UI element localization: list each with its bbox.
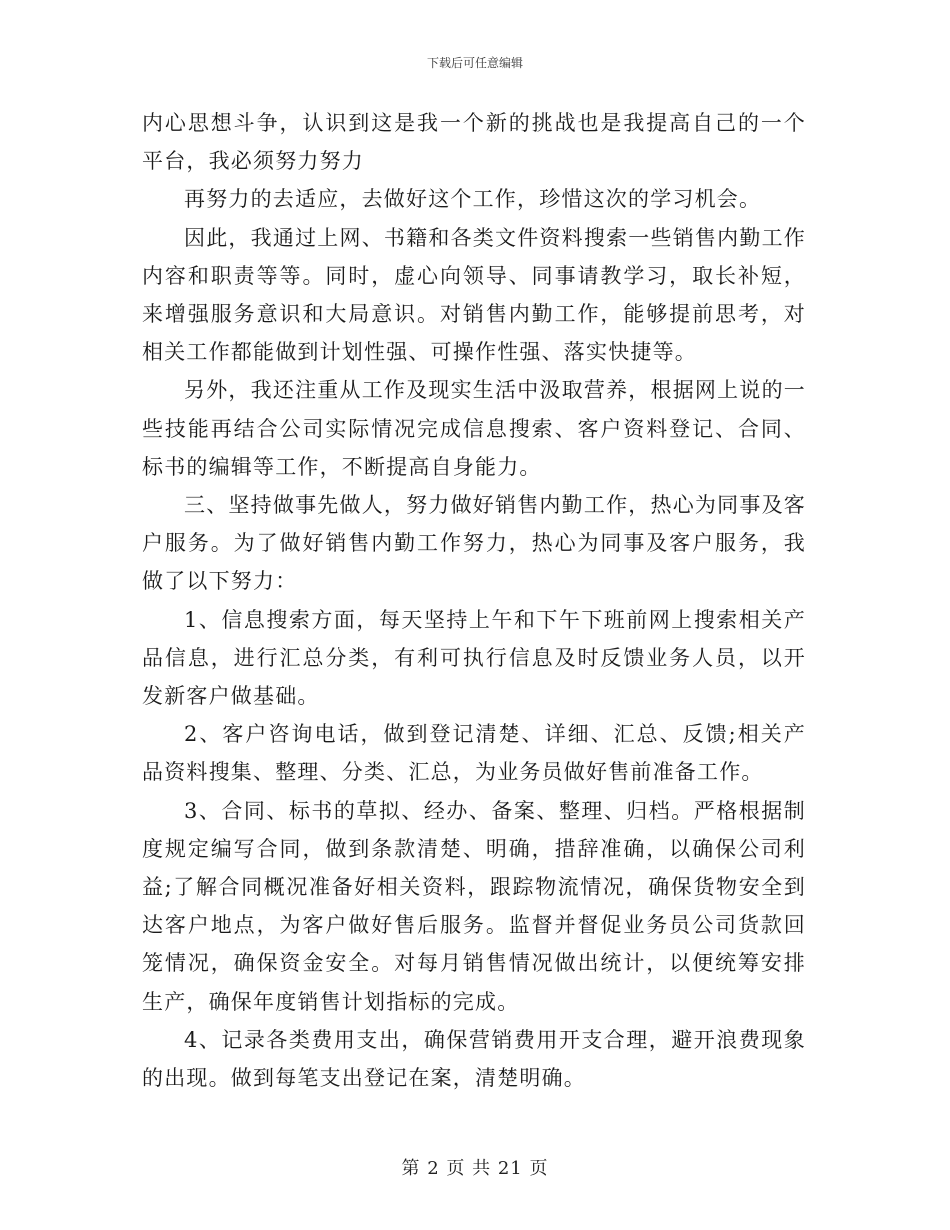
paragraph: 4、记录各类费用支出，确保营销费用开支合理，避开浪费现象的出现。做到每笔支出登记在案，清楚明确。 <box>142 1027 806 1091</box>
paragraph: 3、合同、标书的草拟、经办、备案、整理、归档。严格根据制度规定编写合同，做到条款清楚、明确，措辞准确，以确保公司利益;了解合同概况准备好相关资料，跟踪物流情况，确保货物安全到达客户地点，为客户做好售后服务。监督并督促业务员公司货款回笼情况，确保资金安全。对每月销售情况做出统计，以便统筹安排生产，确保年度销售计划指标的完成。 <box>142 798 806 1014</box>
page-number: 第 2 页 共 21 页 <box>401 1158 549 1179</box>
body-text <box>142 104 806 1097</box>
paragraph: 再努力的去适应，去做好这个工作，珍惜这次的学习机会。 <box>184 187 762 212</box>
paragraph: 另外，我还注重从工作及现实生活中汲取营养，根据网上说的一些技能再结合公司实际情况完成信息搜索、客户资料登记、合同、标书的编辑等工作，不断提高自身能力。 <box>142 378 806 479</box>
paragraph: 1、信息搜索方面，每天坚持上午和下午下班前网上搜索相关产品信息，进行汇总分类，有利可执行信息及时反馈业务人员，以开发新客户做基础。 <box>142 607 806 709</box>
paragraph: 2、客户咨询电话，做到登记清楚、详细、汇总、反馈;相关产品资料搜集、整理、分类、汇总，为业务员做好售前准备工作。 <box>142 722 806 785</box>
header-note: 下载后可任意编辑 <box>426 56 523 70</box>
paragraph: 内心思想斗争，认识到这是我一个新的挑战也是我提高自己的一个平台，我必须努力努力 <box>142 111 806 174</box>
paragraph: 因此，我通过上网、书籍和各类文件资料搜索一些销售内勤工作内容和职责等等。同时，虚心向领导、同事请教学习，取长补短，来增强服务意识和大局意识。对销售内勤工作，能够提前思考，对相关工作都能做到计划性强、可操作性强、落实快捷等。 <box>142 225 806 365</box>
paragraph: 三、坚持做事先做人，努力做好销售内勤工作，热心为同事及客户服务。为了做好销售内勤工作努力，热心为同事及客户服务，我做了以下努力： <box>142 493 806 594</box>
